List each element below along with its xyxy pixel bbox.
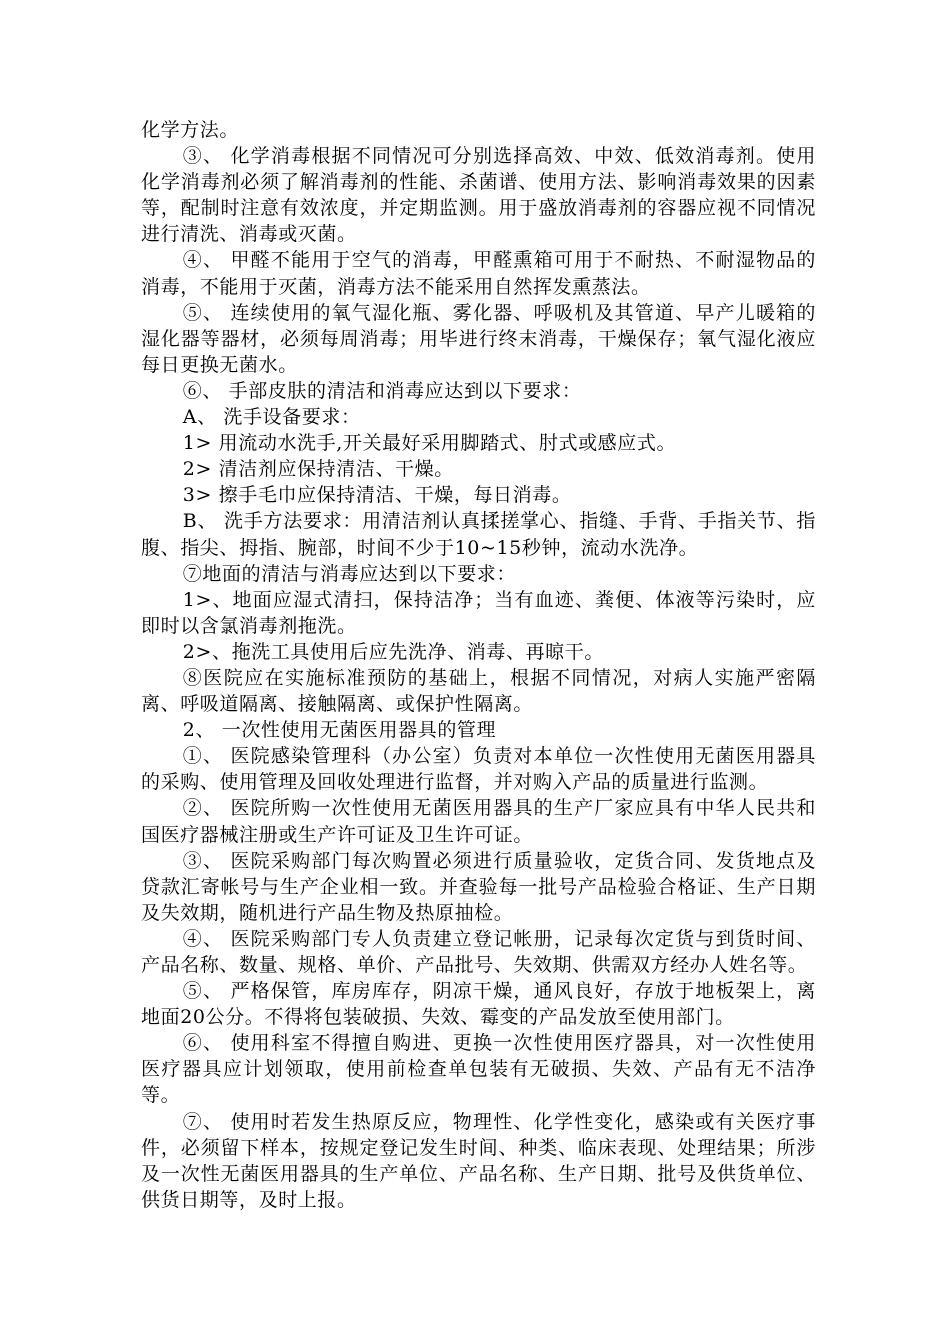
section-heading-disposable-devices: 2、 一次性使用无菌医用器具的管理 — [182, 719, 497, 742]
paragraph-quality-acceptance: ③、 医院采购部门每次购置必须进行质量验收，定货合同、发货地点及贷款汇寄帐号与生产企业相一致。并查验每一批号产品检验合格证、生产日期及失效期，随机进行产品生物及热原抽检。 — [141, 849, 816, 924]
paragraph-isolation: ⑧医院应在实施标准预防的基础上，根据不同情况，对病人实施严密隔离、呼吸道隔离、接触隔离、或保护性隔离。 — [141, 666, 816, 716]
paragraph-adverse-reaction: ⑦、 使用时若发生热原反应，物理性、化学性变化，感染或有关医疗事件，必须留下样本，按规定登记发生时间、种类、临床表现、处理结果；所涉及一次性无菌医用器具的生产单位、产品名称、生产日期、批号及供货单位、供货日期等，及时上报。 — [141, 1110, 816, 1211]
list-item-towel: 3> 擦手毛巾应保持清洁、干燥，每日消毒。 — [182, 484, 572, 507]
list-item-wet-sweeping: 1>、地面应湿式清扫，保持洁净；当有血迹、粪便、体液等污染时，应即时以含氯消毒剂拖洗。 — [141, 588, 816, 637]
paragraph-registration-ledger: ④、 医院采购部门专人负责建立登记帐册，记录每次定货与到货时间、产品名称、数量、规格、单价、产品批号、失效期、供需双方经办人姓名等。 — [141, 927, 816, 976]
list-item-cleanser: 2> 清洁剂应保持清洁、干燥。 — [182, 458, 454, 481]
paragraph-handwash-method: B、 洗手方法要求：用清洁剂认真揉搓掌心、指缝、手背、手指关节、指腹、指尖、拇指、腕部，时间不少于10~15秒钟，流动水洗净。 — [141, 510, 816, 559]
paragraph-oxygen-humidifier: ⑤、 连续使用的氧气湿化瓶、雾化器、呼吸机及其管道、早产儿暖箱的湿化器等器材，必须每周消毒；用毕进行终末消毒，干燥保存；氧气湿化液应每日更换无菌水。 — [141, 301, 816, 376]
paragraph-infection-management: ①、 医院感染管理科（办公室）负责对本单位一次性使用无菌医用器具的采购、使用管理及回收处理进行监督，并对购入产品的质量进行监测。 — [141, 745, 816, 794]
paragraph-floor-cleaning: ⑦地面的清洁与消毒应达到以下要求： — [182, 562, 516, 585]
paragraph-storage: ⑤、 严格保管，库房库存，阴凉干燥，通风良好，存放于地板架上，离地面20公分。不得将包装破损、失效、霉变的产品发放至使用部门。 — [141, 980, 816, 1029]
paragraph-handwash-equipment: A、 洗手设备要求： — [182, 406, 361, 429]
paragraph-department-use: ⑥、 使用科室不得擅自购进、更换一次性使用医疗器具，对一次性使用医疗器具应计划领取，使用前检查单包装有无破损、失效、产品有无不洁净等。 — [141, 1032, 816, 1107]
paragraph-manufacturer-license: ②、 医院所购一次性使用无菌医用器具的生产厂家应具有中华人民共和国医疗器械注册或生产许可证及卫生许可证。 — [141, 797, 816, 846]
paragraph-chemical-disinfection: ③、 化学消毒根据不同情况可分别选择高效、中效、低效消毒剂。使用化学消毒剂必须了解消毒剂的性能、杀菌谱、使用方法、影响消毒效果的因素等，配制时注意有效浓度，并定期监测。用于盛放消毒剂的容器应视不同情况进行清洗、消毒或灭菌。 — [141, 145, 816, 246]
paragraph-formaldehyde: ④、 甲醛不能用于空气的消毒，甲醛熏箱可用于不耐热、不耐湿物品的消毒，不能用于灭菌，消毒方法不能采用自然挥发熏蒸法。 — [141, 249, 816, 298]
paragraph-hand-hygiene: ⑥、 手部皮肤的清洁和消毒应达到以下要求： — [182, 379, 582, 402]
list-item-running-water: 1> 用流动水洗手,开关最好采用脚踏式、肘式或感应式。 — [182, 432, 677, 455]
document-body — [141, 117, 816, 1213]
list-item-mop-tools: 2>、拖洗工具使用后应先洗净、消毒、再晾干。 — [182, 640, 605, 663]
paragraph-continuation: 化学方法。 — [141, 119, 240, 141]
